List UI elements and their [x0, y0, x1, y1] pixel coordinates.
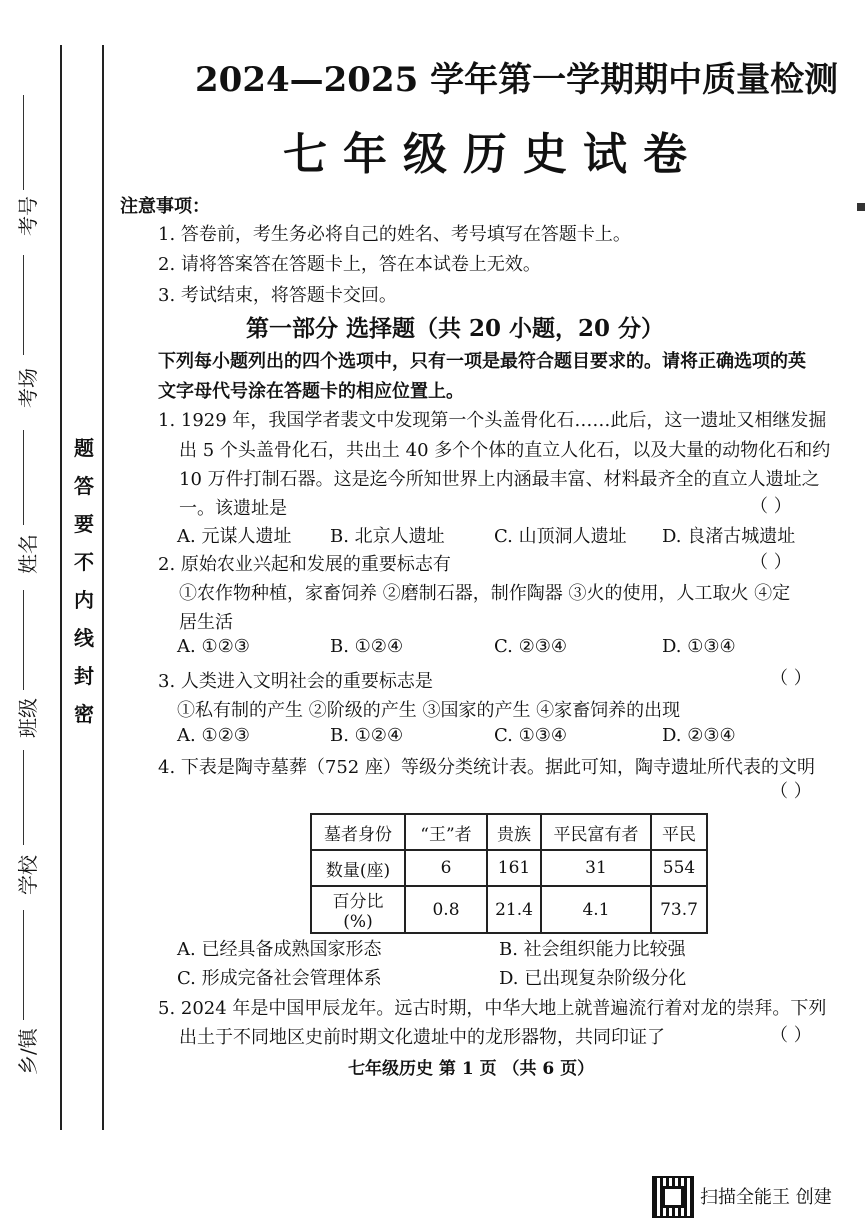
option-d: D. 良渚古城遗址: [662, 526, 796, 547]
option-c: C. ①③④: [494, 725, 567, 746]
table-cell: 数量(座): [311, 850, 405, 886]
seal-char: 线: [74, 626, 94, 650]
exam-subject-title: 七年级历史试卷: [283, 129, 703, 180]
seal-char: 不: [74, 550, 94, 574]
table-cell: 0.8: [405, 886, 487, 933]
side-label-kaochang: 考场: [16, 368, 40, 408]
option-a: A. 已经具备成熟国家形态: [177, 939, 382, 960]
question-3-items: ①私有制的产生 ②阶级的产生 ③国家的产生 ④家畜饲养的出现: [177, 700, 681, 721]
table-header-cell: 墓者身份: [311, 814, 405, 850]
option-d: D. 已出现复杂阶级分化: [499, 968, 687, 989]
side-underline-banji: [23, 590, 24, 690]
seal-char: 题: [74, 436, 94, 460]
question-2-items: 居生活: [179, 612, 233, 633]
notes-item: 1. 答卷前，考生务必将自己的姓名、考号填写在答题卡上。: [158, 224, 631, 245]
option-b: B. ①②④: [330, 636, 404, 657]
seal-char: 内: [74, 588, 94, 612]
part1-title: 第一部分 选择题（共 20 小题，20 分）: [246, 315, 665, 342]
option-c: C. 山顶洞人遗址: [494, 526, 627, 547]
table-row: [311, 886, 707, 933]
side-underline-xingming: [23, 430, 24, 525]
answer-parentheses: （ ）: [770, 1025, 812, 1046]
side-label-xuexiao: 学校: [16, 855, 40, 895]
scanner-watermark: 扫描全能王 创建: [700, 1187, 832, 1208]
side-underline-kaochang: [23, 255, 24, 355]
option-c: C. ②③④: [494, 636, 567, 657]
table-header-cell: 平民富有者: [541, 814, 651, 850]
binding-line-outer: [60, 45, 62, 1130]
table-header-cell: “王”者: [405, 814, 487, 850]
answer-parentheses: （ ）: [750, 496, 792, 517]
option-b: B. 社会组织能力比较强: [499, 939, 686, 960]
table-cell: 百分比(%): [311, 886, 405, 933]
table-cell: 21.4: [487, 886, 541, 933]
side-label-banji: 班级: [16, 698, 40, 738]
question-1-stem: 10 万件打制石器。这是迄今所知世界上内涵最丰富、材料最齐全的直立人遗址之: [179, 469, 820, 490]
seal-char: 密: [74, 702, 94, 726]
question-1-stem: 一。该遗址是: [179, 498, 287, 519]
option-b: B. ①②④: [330, 725, 404, 746]
side-underline-kaohao: [23, 95, 24, 190]
seal-char: 要: [74, 512, 94, 536]
page-footer: 七年级历史 第 1 页 （共 6 页）: [348, 1059, 595, 1079]
question-4-stem: 4. 下表是陶寺墓葬（752 座）等级分类统计表。据此可知，陶寺遗址所代表的文明: [158, 757, 815, 778]
option-a: A. ①②③: [177, 636, 250, 657]
table-cell: 554: [651, 850, 707, 886]
part1-instruction: 下列每小题列出的四个选项中，只有一项是最符合题目要求的。请将正确选项的英: [158, 351, 806, 372]
table-cell: 6: [405, 850, 487, 886]
question-5-stem: 5. 2024 年是中国甲辰龙年。远古时期，中华大地上就普遍流行着对龙的崇拜。下列: [158, 998, 827, 1019]
table-cell: 73.7: [651, 886, 707, 933]
side-label-xingming: 姓名: [16, 534, 40, 574]
binding-line-inner: [102, 45, 104, 1130]
side-label-xiangzhen: 乡/镇: [16, 1028, 40, 1075]
option-d: D. ①③④: [662, 636, 736, 657]
notes-item: 3. 考试结束，将答题卡交回。: [158, 285, 397, 306]
answer-parentheses: （ ）: [750, 552, 792, 573]
notes-item: 2. 请将答案答在答题卡上，答在本试卷上无效。: [158, 254, 541, 275]
tomb-statistics-table: [310, 813, 708, 934]
option-a: A. ①②③: [177, 725, 250, 746]
notes-heading: 注意事项：: [120, 196, 210, 217]
question-3-stem: 3. 人类进入文明社会的重要标志是: [158, 671, 433, 692]
question-1-stem: 1. 1929 年，我国学者裴文中发现第一个头盖骨化石……此后，这一遗址又相继发掘: [158, 410, 827, 431]
seal-char: 答: [74, 474, 94, 498]
side-underline-xiangzhen: [23, 910, 24, 1020]
answer-parentheses: （ ）: [770, 781, 812, 802]
option-c: C. 形成完备社会管理体系: [177, 968, 382, 989]
table-cell: 4.1: [541, 886, 651, 933]
question-2-items: ①农作物种植，家畜饲养 ②磨制石器，制作陶器 ③火的使用，人工取火 ④定: [179, 583, 791, 604]
answer-parentheses: （ ）: [770, 668, 812, 689]
qr-code-icon: [652, 1176, 694, 1218]
seal-char: 封: [74, 664, 94, 688]
side-label-kaohao: 考号: [16, 196, 40, 236]
table-row: [311, 850, 707, 886]
table-header-cell: 贵族: [487, 814, 541, 850]
scan-speck: [857, 203, 865, 211]
exam-title: 2024—2025 学年第一学期期中质量检测: [195, 60, 839, 100]
table-cell: 31: [541, 850, 651, 886]
option-d: D. ②③④: [662, 725, 736, 746]
table-header-cell: 平民: [651, 814, 707, 850]
part1-instruction: 文字母代号涂在答题卡的相应位置上。: [158, 381, 464, 402]
question-5-stem: 出土于不同地区史前时期文化遗址中的龙形器物，共同印证了: [179, 1027, 665, 1048]
option-b: B. 北京人遗址: [330, 526, 445, 547]
side-underline-xuexiao: [23, 750, 24, 845]
table-header-row: [311, 814, 707, 850]
table-cell: 161: [487, 850, 541, 886]
option-a: A. 元谋人遗址: [177, 526, 292, 547]
question-1-stem: 出 5 个头盖骨化石，共出土 40 多个个体的直立人化石，以及大量的动物化石和约: [179, 440, 831, 461]
question-2-stem: 2. 原始农业兴起和发展的重要标志有: [158, 554, 451, 575]
